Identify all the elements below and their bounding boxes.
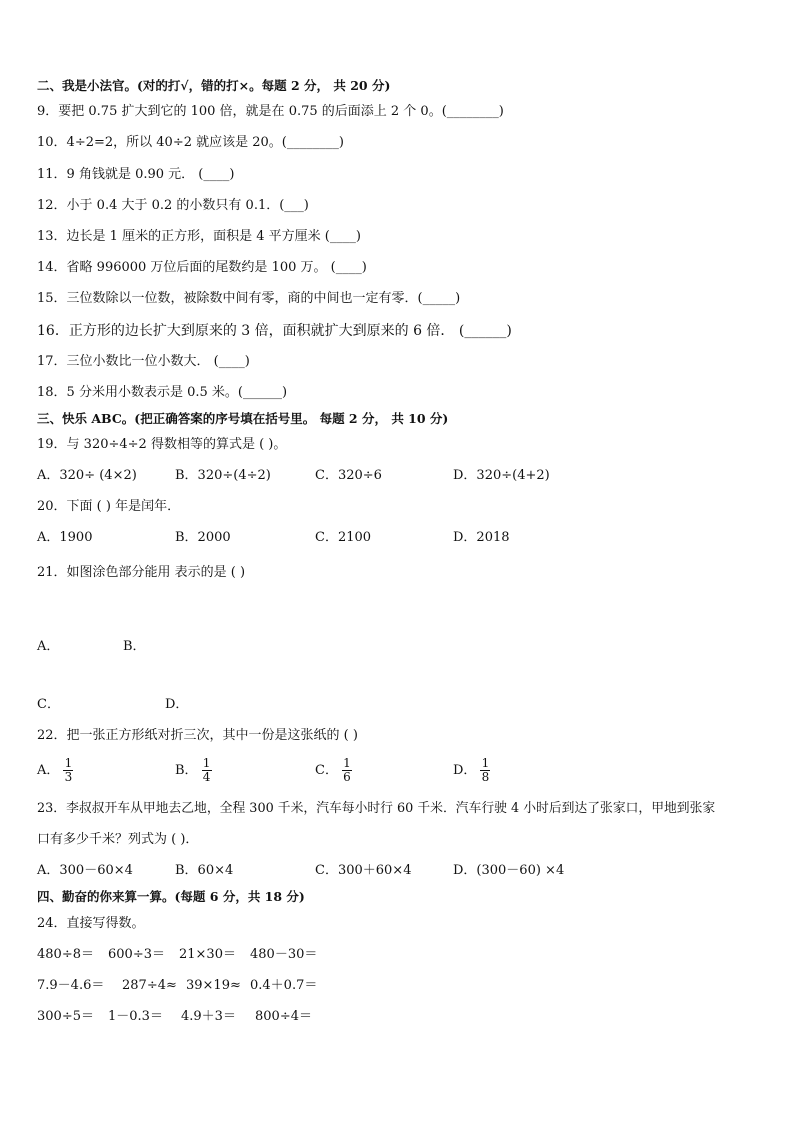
fraction-numerator: 1 xyxy=(343,756,351,770)
question-24-stem: 24．直接写得数。 xyxy=(37,916,145,931)
question-23-line2: 口有多少千米？列式为 ( )． xyxy=(37,832,199,847)
question-21-option-b: B． xyxy=(123,639,146,654)
fraction xyxy=(63,757,73,784)
question-10: 10．4÷2=2，所以 40÷2 就应该是 20。(________) xyxy=(37,135,344,150)
fraction-numerator: 1 xyxy=(64,756,73,770)
question-20-option-d: D．2018 xyxy=(453,530,510,545)
question-23-option-c: C．300＋60×4 xyxy=(315,863,412,878)
question-15: 15．三位数除以一位数，被除数中间有零，商的中间也一定有零．(_____) xyxy=(37,291,461,306)
calc-item: 7.9－4.6＝ xyxy=(37,978,105,993)
question-20-stem: 20．下面 ( ) 年是闰年． xyxy=(37,499,181,514)
question-22-option-c xyxy=(315,757,352,784)
fraction-denominator: 3 xyxy=(64,770,73,784)
option-letter: B． xyxy=(175,763,198,778)
question-21-option-d: D． xyxy=(165,697,189,712)
question-19-option-d: D．320÷(4+2) xyxy=(453,468,550,483)
question-22-option-a xyxy=(37,757,73,784)
fraction-denominator: 8 xyxy=(481,770,490,784)
question-16: 16．正方形的边长扩大到原来的 3 倍，面积就扩大到原来的 6 倍． (______) xyxy=(37,323,512,339)
calc-item: 600÷3＝ xyxy=(108,947,165,962)
question-22-stem: 22．把一张正方形纸对折三次，其中一份是这张纸的 ( ) xyxy=(37,728,358,743)
question-23-option-d: D．(300－60) ×4 xyxy=(453,863,565,878)
calc-item: 0.4＋0.7＝ xyxy=(250,978,318,993)
question-19-option-c: C．320÷6 xyxy=(315,468,382,483)
question-14: 14．省略 996000 万位后面的尾数约是 100 万。 (____) xyxy=(37,260,367,275)
section2-heading: 二、我是小法官。(对的打√，错的打×。每题 2 分， 共 20 分) xyxy=(37,78,391,93)
fraction xyxy=(202,757,212,784)
question-19-option-a: A．320÷ (4×2) xyxy=(37,468,137,483)
question-11: 11．9 角钱就是 0.90 元． (____) xyxy=(37,167,235,182)
question-9: 9．要把 0.75 扩大到它的 100 倍，就是在 0.75 的后面添上 2 个 0。(________) xyxy=(37,104,504,119)
section3-heading: 三、快乐 ABC。(把正确答案的序号填在括号里。 每题 2 分， 共 10 分) xyxy=(37,411,449,426)
question-21-option-c: C． xyxy=(37,697,60,712)
option-letter: C． xyxy=(315,763,338,778)
calc-item: 480÷8＝ xyxy=(37,947,94,962)
question-20-option-a: A．1900 xyxy=(37,530,93,545)
fraction-denominator: 4 xyxy=(202,770,211,784)
calc-item: 39×19≈ xyxy=(186,978,241,993)
fraction xyxy=(342,757,352,784)
calc-item: 4.9＋3＝ xyxy=(181,1009,236,1024)
question-22-option-d xyxy=(453,757,490,784)
calc-item: 300÷5＝ xyxy=(37,1009,94,1024)
section4-heading: 四、勤奋的你来算一算。(每题 6 分，共 18 分) xyxy=(37,889,305,904)
fraction xyxy=(480,757,490,784)
question-21-option-a: A． xyxy=(37,639,60,654)
question-20-option-c: C．2100 xyxy=(315,530,372,545)
question-23-line1: 23．李叔叔开车从甲地去乙地，全程 300 千米，汽车每小时行 60 千米．汽车行驶 4 小时后到达了张家口，甲地到张家 xyxy=(37,801,716,816)
question-19-option-b: B．320÷(4÷2) xyxy=(175,468,271,483)
question-18: 18．5 分米用小数表示是 0.5 米。(______) xyxy=(37,385,288,400)
question-19-stem: 19．与 320÷4÷2 得数相等的算式是 ( )。 xyxy=(37,437,287,452)
option-letter: A． xyxy=(37,763,60,778)
calc-item: 1－0.3＝ xyxy=(108,1009,163,1024)
question-12: 12．小于 0.4 大于 0.2 的小数只有 0.1．(___) xyxy=(37,198,309,213)
question-21-stem: 21．如图涂色部分能用 表示的是 ( ) xyxy=(37,565,246,580)
question-23-option-a: A．300－60×4 xyxy=(37,863,133,878)
question-13: 13．边长是 1 厘米的正方形，面积是 4 平方厘米 (____) xyxy=(37,229,361,244)
fraction-denominator: 6 xyxy=(343,770,351,784)
calc-item: 287÷4≈ xyxy=(122,978,177,993)
question-20-option-b: B．2000 xyxy=(175,530,231,545)
question-22-option-b xyxy=(175,757,212,784)
calc-item: 21×30＝ xyxy=(179,947,236,962)
question-17: 17．三位小数比一位小数大． (____) xyxy=(37,354,250,369)
calc-item: 480－30＝ xyxy=(250,947,318,962)
calc-item: 800÷4＝ xyxy=(255,1009,312,1024)
question-23-option-b: B．60×4 xyxy=(175,863,234,878)
fraction-numerator: 1 xyxy=(202,756,211,770)
option-letter: D． xyxy=(453,763,477,778)
fraction-numerator: 1 xyxy=(481,756,490,770)
